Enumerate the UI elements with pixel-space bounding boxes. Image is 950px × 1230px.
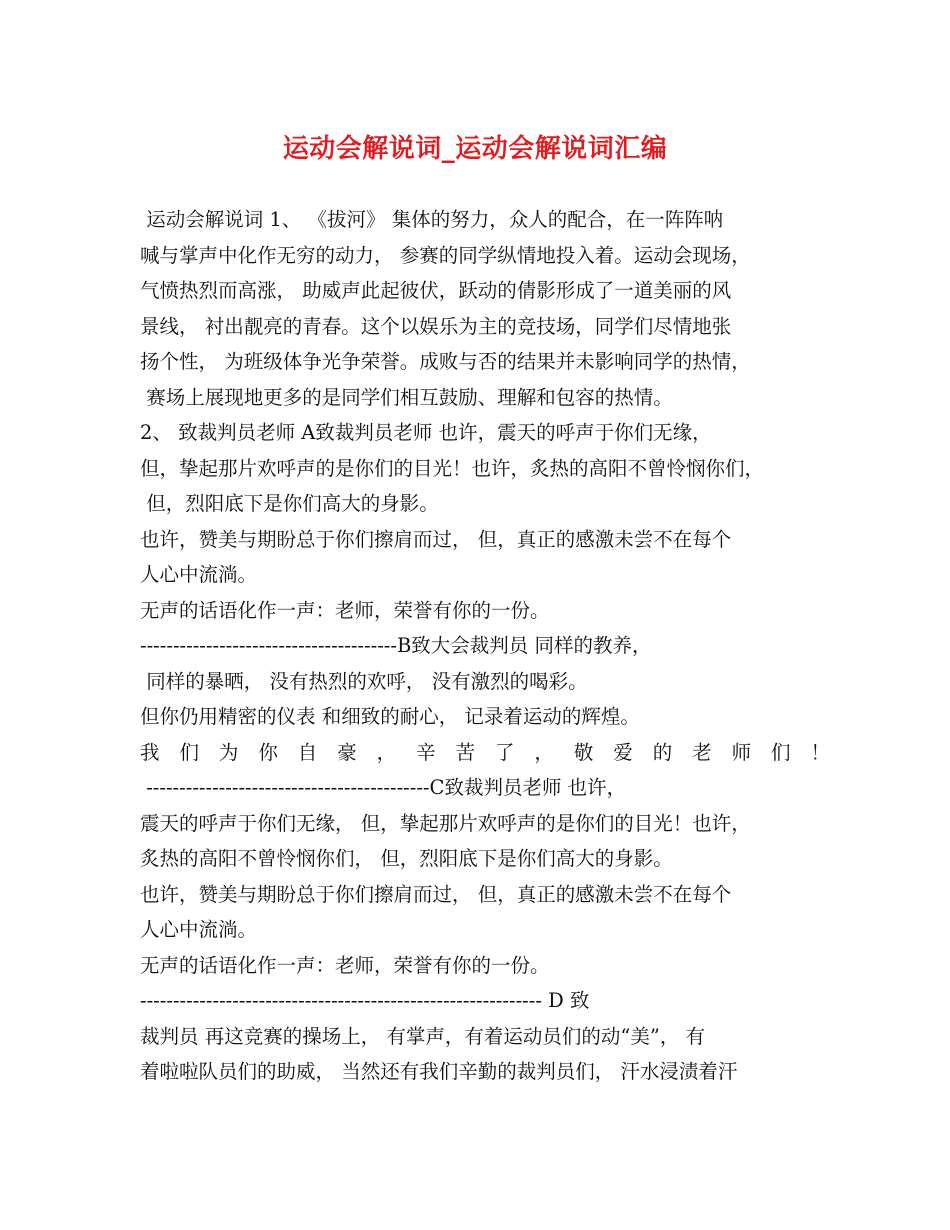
- text-line: 但你仍用精密的仪表 和细致的耐心， 记录着运动的辉煌。: [140, 705, 640, 728]
- text-line: 气愤热烈而高涨， 助威声此起彼伏，跃动的倩影形成了一道美丽的风: [140, 279, 732, 302]
- text-line: 同样的暴晒， 没有热烈的欢呼， 没有激烈的喝彩。: [140, 669, 588, 693]
- text-line: 也许，赞美与期盼总于你们擦肩而过， 但，真正的感激未尝不在每个: [140, 527, 732, 551]
- text-line: 但，烈阳底下是你们高大的身影。: [140, 492, 439, 515]
- text-line: 人心中流淌。: [140, 918, 258, 941]
- text-line: 无声的话语化作一声：老师，荣誉有你的一份。: [140, 953, 550, 977]
- text-line: 炙热的高阳不曾怜悯你们， 但，烈阳底下是你们高大的身影。: [140, 847, 673, 870]
- document-title: 运动会解说词_运动会解说词汇编: [282, 134, 668, 164]
- text-line: 运动会解说词 1、 《拔河》 集体的努力，众人的配合，在一阵阵呐: [140, 208, 724, 231]
- text-line: ------------------------------------------------------------- D 致: [140, 989, 590, 1012]
- text-line: -------------------------------------------C致裁判员老师 也许，: [140, 776, 627, 799]
- text-line: 2、 致裁判员老师 A致裁判员老师 也许，震天的呼声于你们无缘，: [140, 421, 712, 444]
- text-line: 人心中流淌。: [140, 563, 258, 586]
- text-line: 赛场上展现地更多的是同学们相互鼓励、理解和包容的热情。: [140, 385, 673, 409]
- text-line: 着啦啦队员们的助威， 当然还有我们辛勤的裁判员们， 汗水浸渍着汗: [140, 1060, 738, 1083]
- text-line: 但，挚起那片欢呼声的是你们的目光！也许，炙热的高阳不曾怜悯你们，: [140, 456, 765, 480]
- text-line: 裁判员 再这竞赛的操场上， 有掌声，有着运动员们的动“美”， 有: [140, 1024, 706, 1048]
- text-line: 震天的呼声于你们无缘， 但，挚起那片欢呼声的是你们的目光！也许，: [140, 811, 751, 835]
- text-line: 无声的话语化作一声：老师，荣誉有你的一份。: [140, 598, 550, 622]
- text-line: ---------------------------------------B致大会裁判员 同样的教养，: [140, 634, 652, 657]
- text-line: 景线， 衬出靓亮的青春。这个以娱乐为主的竞技场，同学们尽情地张: [140, 314, 732, 338]
- document-body: [140, 202, 830, 1090]
- text-line: 也许，赞美与期盼总于你们擦肩而过， 但，真正的感激未尝不在每个: [140, 882, 732, 906]
- text-line: 喊与掌声中化作无穷的动力， 参赛的同学纵情地投入着。运动会现场，: [140, 243, 751, 267]
- text-line: 我 们 为 你 自 豪 ， 辛 苦 了 ， 敬 爱 的 老 师 们 ！: [140, 740, 830, 764]
- text-line: 扬个性， 为班级体争光争荣誉。成败与否的结果并未影响同学的热情，: [140, 350, 751, 373]
